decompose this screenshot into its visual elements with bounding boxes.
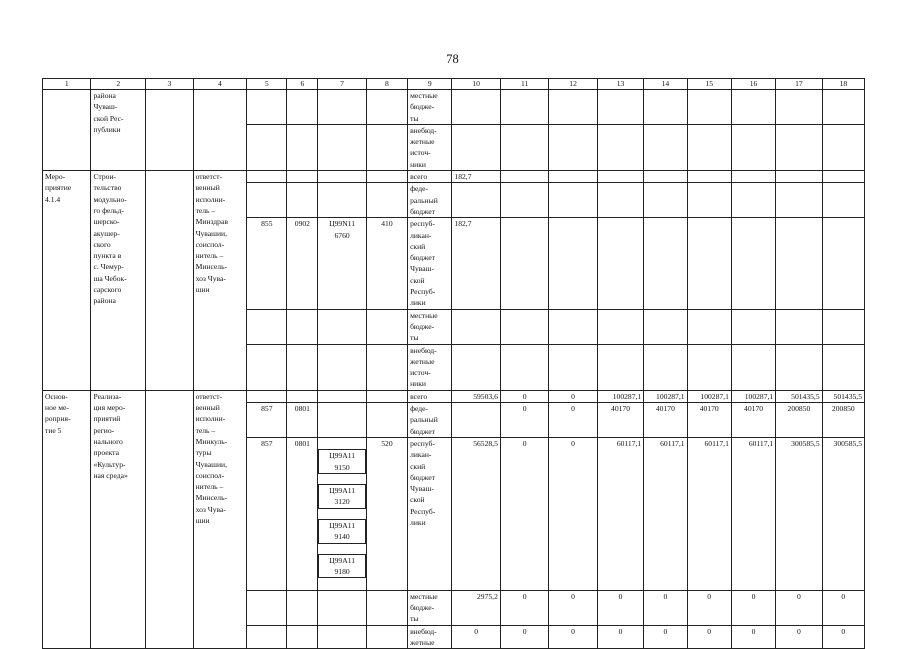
value-cell: 59503,6 — [452, 390, 500, 402]
value-cell: 501435,5 — [776, 390, 822, 402]
value-cell: 0 — [452, 625, 500, 649]
col-header: 13 — [597, 79, 643, 90]
value-cell: 0 — [687, 625, 731, 649]
vr-cell: 410 — [366, 218, 407, 309]
source-cell: феде- ральный бюджет — [408, 183, 452, 218]
col-header: 2 — [91, 79, 146, 90]
csr-code: Ц99А11 9140 — [318, 519, 365, 544]
value-cell: 0 — [597, 590, 643, 625]
empty-cell — [146, 171, 193, 391]
responsible-cell — [193, 90, 247, 171]
name-cell: Строи- тельство модульно- го фельд- шерско- акушер- ского пункта в с. Чемур- ша Чебок- сарского района — [91, 171, 146, 391]
responsible-cell: ответст- венный исполни- тель – Минздрав Чувашии, соиспол- нитель – Минсель- хоз Чува- шии — [193, 171, 247, 391]
csr-code: Ц99А11 9150 — [318, 449, 365, 474]
value-cell: 60117,1 — [597, 437, 643, 590]
grbs-cell: 857 — [247, 437, 287, 590]
table-row — [43, 390, 865, 402]
source-cell: внебюд- жетные источ- ники — [408, 124, 452, 170]
source-cell: внебюд- жетные — [408, 625, 452, 649]
value-cell: 0 — [549, 625, 597, 649]
value-cell: 0 — [597, 625, 643, 649]
budget-table — [42, 78, 865, 649]
name-cell: района Чуваш- ской Рес- публики — [91, 90, 146, 171]
value-cell: 300585,5 — [776, 437, 822, 590]
value-cell: 60117,1 — [644, 437, 687, 590]
col-header: 1 — [43, 79, 91, 90]
value-cell: 40170 — [597, 403, 643, 438]
code-cell: Основ- ное ме- роприя- тие 5 — [43, 390, 91, 649]
page-number: 78 — [446, 52, 459, 66]
value-cell: 0 — [549, 590, 597, 625]
grbs-cell: 857 — [247, 403, 287, 438]
value-cell: 182,7 — [452, 218, 500, 309]
value-cell: 100287,1 — [687, 390, 731, 402]
empty-cell — [146, 390, 193, 649]
col-header: 3 — [146, 79, 193, 90]
empty-cell — [146, 90, 193, 171]
value-cell: 100287,1 — [597, 390, 643, 402]
rzpr-cell: 0801 — [287, 437, 318, 590]
rzpr-cell: 0902 — [287, 218, 318, 309]
value-cell: 0 — [549, 390, 597, 402]
table-header-row — [43, 79, 865, 90]
value-cell: 200850 — [822, 403, 864, 438]
source-cell: респуб- ликан- ский бюджет Чуваш- ской Респуб- лики — [408, 218, 452, 309]
value-cell: 0 — [822, 625, 864, 649]
grbs-cell: 855 — [247, 218, 287, 309]
name-cell: Реализа- ция меро- приятий регио- нального проекта «Культур- ная среда» — [91, 390, 146, 649]
code-cell: Меро- приятие 4.1.4 — [43, 171, 91, 391]
value-cell: 200850 — [776, 403, 822, 438]
value-cell: 300585,5 — [822, 437, 864, 590]
value-cell: 0 — [687, 590, 731, 625]
csr-cell: Ц99N11 6760 — [318, 218, 366, 309]
value-cell: 40170 — [731, 403, 775, 438]
source-cell: респуб- ликан- ский бюджет Чуваш- ской Респуб- лики — [408, 437, 452, 590]
value-cell: 182,7 — [452, 171, 500, 183]
value-cell: 40170 — [687, 403, 731, 438]
col-header: 12 — [549, 79, 597, 90]
col-header: 17 — [776, 79, 822, 90]
value-cell: 0 — [731, 625, 775, 649]
col-header: 4 — [193, 79, 247, 90]
source-cell: всего — [408, 390, 452, 402]
source-cell: внебюд- жетные источ- ники — [408, 344, 452, 390]
table-row — [43, 90, 865, 125]
value-cell: 40170 — [644, 403, 687, 438]
col-header: 8 — [366, 79, 407, 90]
value-cell: 0 — [500, 403, 548, 438]
col-header: 16 — [731, 79, 775, 90]
value-cell: 0 — [500, 390, 548, 402]
source-cell: местные бюдже- ты — [408, 590, 452, 625]
value-cell — [452, 403, 500, 438]
source-cell: всего — [408, 171, 452, 183]
col-header: 14 — [644, 79, 687, 90]
source-cell: местные бюдже- ты — [408, 90, 452, 125]
vr-cell: 520 — [366, 437, 407, 590]
value-cell: 2975,2 — [452, 590, 500, 625]
rzpr-cell: 0801 — [287, 403, 318, 438]
col-header: 15 — [687, 79, 731, 90]
col-header: 18 — [822, 79, 864, 90]
value-cell: 60117,1 — [687, 437, 731, 590]
value-cell: 56528,5 — [452, 437, 500, 590]
source-cell: местные бюдже- ты — [408, 309, 452, 344]
table-row — [43, 171, 865, 183]
col-header: 11 — [500, 79, 548, 90]
value-cell: 0 — [500, 437, 548, 590]
value-cell: 60117,1 — [731, 437, 775, 590]
source-cell: феде- ральный бюджет — [408, 403, 452, 438]
csr-code: Ц99А11 3120 — [318, 484, 365, 509]
value-cell: 0 — [549, 437, 597, 590]
value-cell: 0 — [731, 590, 775, 625]
code-cell — [43, 90, 91, 171]
col-header: 9 — [408, 79, 452, 90]
value-cell: 0 — [776, 590, 822, 625]
value-cell: 100287,1 — [731, 390, 775, 402]
col-header: 5 — [247, 79, 287, 90]
value-cell: 0 — [776, 625, 822, 649]
value-cell: 0 — [549, 403, 597, 438]
value-cell: 0 — [500, 625, 548, 649]
value-cell: 0 — [500, 590, 548, 625]
value-cell: 0 — [644, 625, 687, 649]
value-cell: 0 — [822, 590, 864, 625]
value-cell: 501435,5 — [822, 390, 864, 402]
value-cell: 100287,1 — [644, 390, 687, 402]
csr-code: Ц99А11 9180 — [318, 554, 365, 579]
csr-cell — [318, 437, 366, 590]
col-header: 10 — [452, 79, 500, 90]
col-header: 6 — [287, 79, 318, 90]
value-cell: 0 — [644, 590, 687, 625]
responsible-cell: ответст- венный исполни- тель – Минкуль- туры Чувашии, соиспол- нитель – Минсель- хоз Чува- шии — [193, 390, 247, 649]
col-header: 7 — [318, 79, 366, 90]
